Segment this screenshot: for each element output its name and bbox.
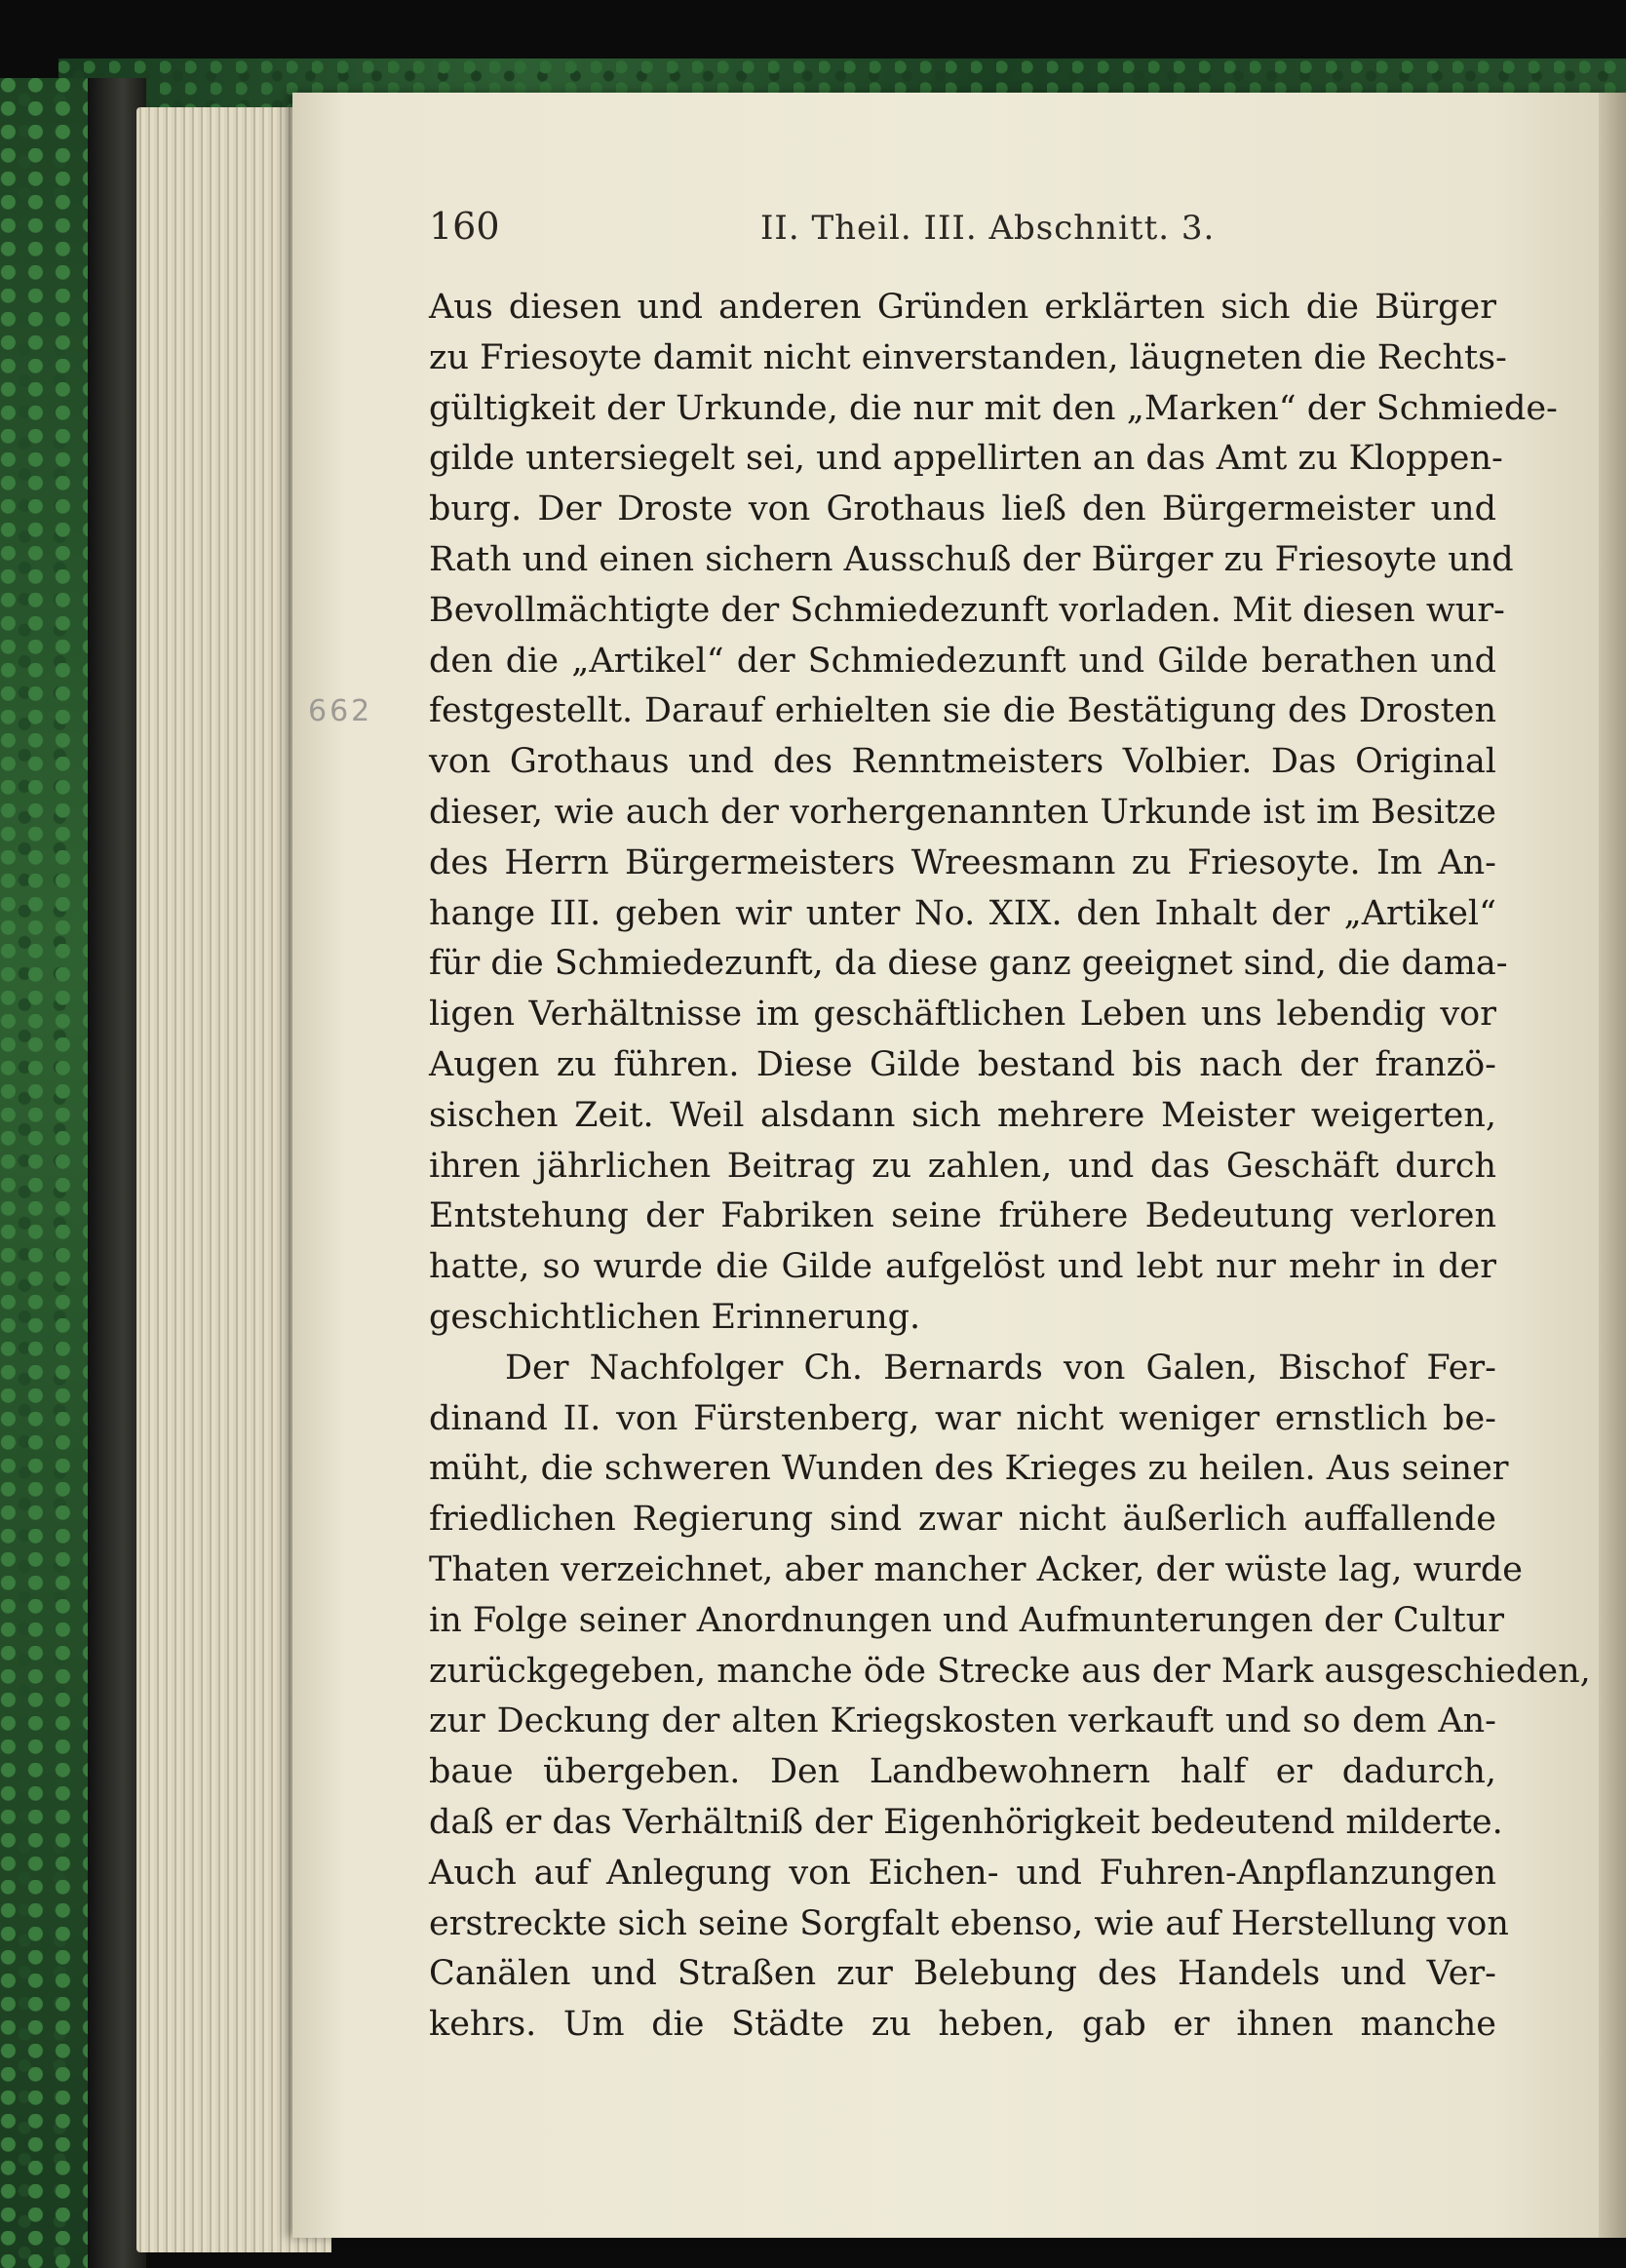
text-line: zurückgegeben, manche öde Strecke aus der Mark ausgeschieden,: [429, 1651, 1591, 1691]
text-line: Bevollmächtigte der Schmiedezunft vorladen. Mit diesen wur-: [429, 590, 1505, 630]
text-line: hange III. geben wir unter No. XIX. den Inhalt der „Artikel“: [429, 893, 1496, 933]
text-line: Entstehung der Fabriken seine frühere Bedeutung verloren: [429, 1196, 1496, 1236]
running-title: II. Theil. III. Abschnitt. 3.: [760, 209, 1216, 248]
text-line: friedlichen Regierung sind zwar nicht äußerlich auffallende: [429, 1500, 1496, 1540]
text-line: Rath und einen sichern Ausschuß der Bürger zu Friesoyte und: [429, 539, 1514, 579]
text-line: dinand II. von Fürstenberg, war nicht weniger ernstlich be-: [429, 1398, 1496, 1438]
text-line: müht, die schweren Wunden des Krieges zu heilen. Aus seiner: [429, 1449, 1509, 1489]
page-number: 160: [429, 205, 500, 248]
text-line: festgestellt. Darauf erhielten sie die Bestätigung des Drosten: [429, 691, 1496, 731]
text-line: gültigkeit der Urkunde, die nur mit den „Marken“ der Schmiede-: [429, 388, 1558, 428]
text-line: Thaten verzeichnet, aber mancher Acker, der wüste lag, wurde: [429, 1549, 1523, 1589]
text-line: kehrs. Um die Städte zu heben, gab er ihnen manche: [429, 2005, 1496, 2045]
text-line: Auch auf Anlegung von Eichen- und Fuhren-Anpflanzungen: [429, 1853, 1496, 1893]
text-line: des Herrn Bürgermeisters Wreesmann zu Friesoyte. Im An-: [429, 842, 1496, 882]
text-line: daß er das Verhältniß der Eigenhörigkeit bedeutend milderte.: [429, 1802, 1503, 1842]
text-line: von Grothaus und des Renntmeisters Volbier. Das Original: [429, 742, 1496, 782]
text-line: geschichtlichen Erinnerung.: [429, 1297, 921, 1337]
margin-note: 662: [308, 694, 373, 728]
text-line: Canälen und Straßen zur Belebung des Handels und Ver-: [429, 1954, 1496, 1994]
text-line: Augen zu führen. Diese Gilde bestand bis nach der franzö-: [429, 1044, 1496, 1084]
page-edge: [1599, 93, 1626, 2238]
text-line: zur Deckung der alten Kriegskosten verkauft und so dem An-: [429, 1701, 1496, 1741]
text-line: baue übergeben. Den Landbewohnern half er dadurch,: [429, 1752, 1496, 1792]
text-line: zu Friesoyte damit nicht einverstanden, läugneten die Rechts-: [429, 337, 1507, 377]
text-line: erstreckte sich seine Sorgfalt ebenso, wie auf Herstellung von: [429, 1903, 1509, 1943]
text-line: in Folge seiner Anordnungen und Aufmunterungen der Cultur: [429, 1600, 1505, 1640]
book-binding-left: [0, 78, 146, 2268]
text-line: ligen Verhältnisse im geschäftlichen Leben uns lebendig vor: [429, 995, 1496, 1035]
text-line: hatte, so wurde die Gilde aufgelöst und lebt nur mehr in der: [429, 1247, 1496, 1287]
body-text: [429, 283, 1591, 2051]
text-line: für die Schmiedezunft, da diese ganz geeignet sind, die dama-: [429, 944, 1508, 984]
text-line: den die „Artikel“ der Schmiedezunft und Gilde berathen und: [429, 641, 1496, 681]
text-line: Aus diesen und anderen Gründen erklärten sich die Bürger: [429, 288, 1496, 327]
text-line: dieser, wie auch der vorhergenannten Urkunde ist im Besitze: [429, 792, 1496, 832]
text-line: ihren jährlichen Beitrag zu zahlen, und das Geschäft durch: [429, 1146, 1496, 1186]
text-line: sischen Zeit. Weil alsdann sich mehrere Meister weigerten,: [429, 1095, 1496, 1135]
page-header: [429, 205, 1501, 254]
text-line: gilde untersiegelt sei, und appellirten an das Amt zu Kloppen-: [429, 439, 1503, 479]
text-line: burg. Der Droste von Grothaus ließ den Bürgermeister und: [429, 489, 1496, 529]
text-line: Der Nachfolger Ch. Bernards von Galen, Bischof Fer-: [505, 1348, 1496, 1388]
